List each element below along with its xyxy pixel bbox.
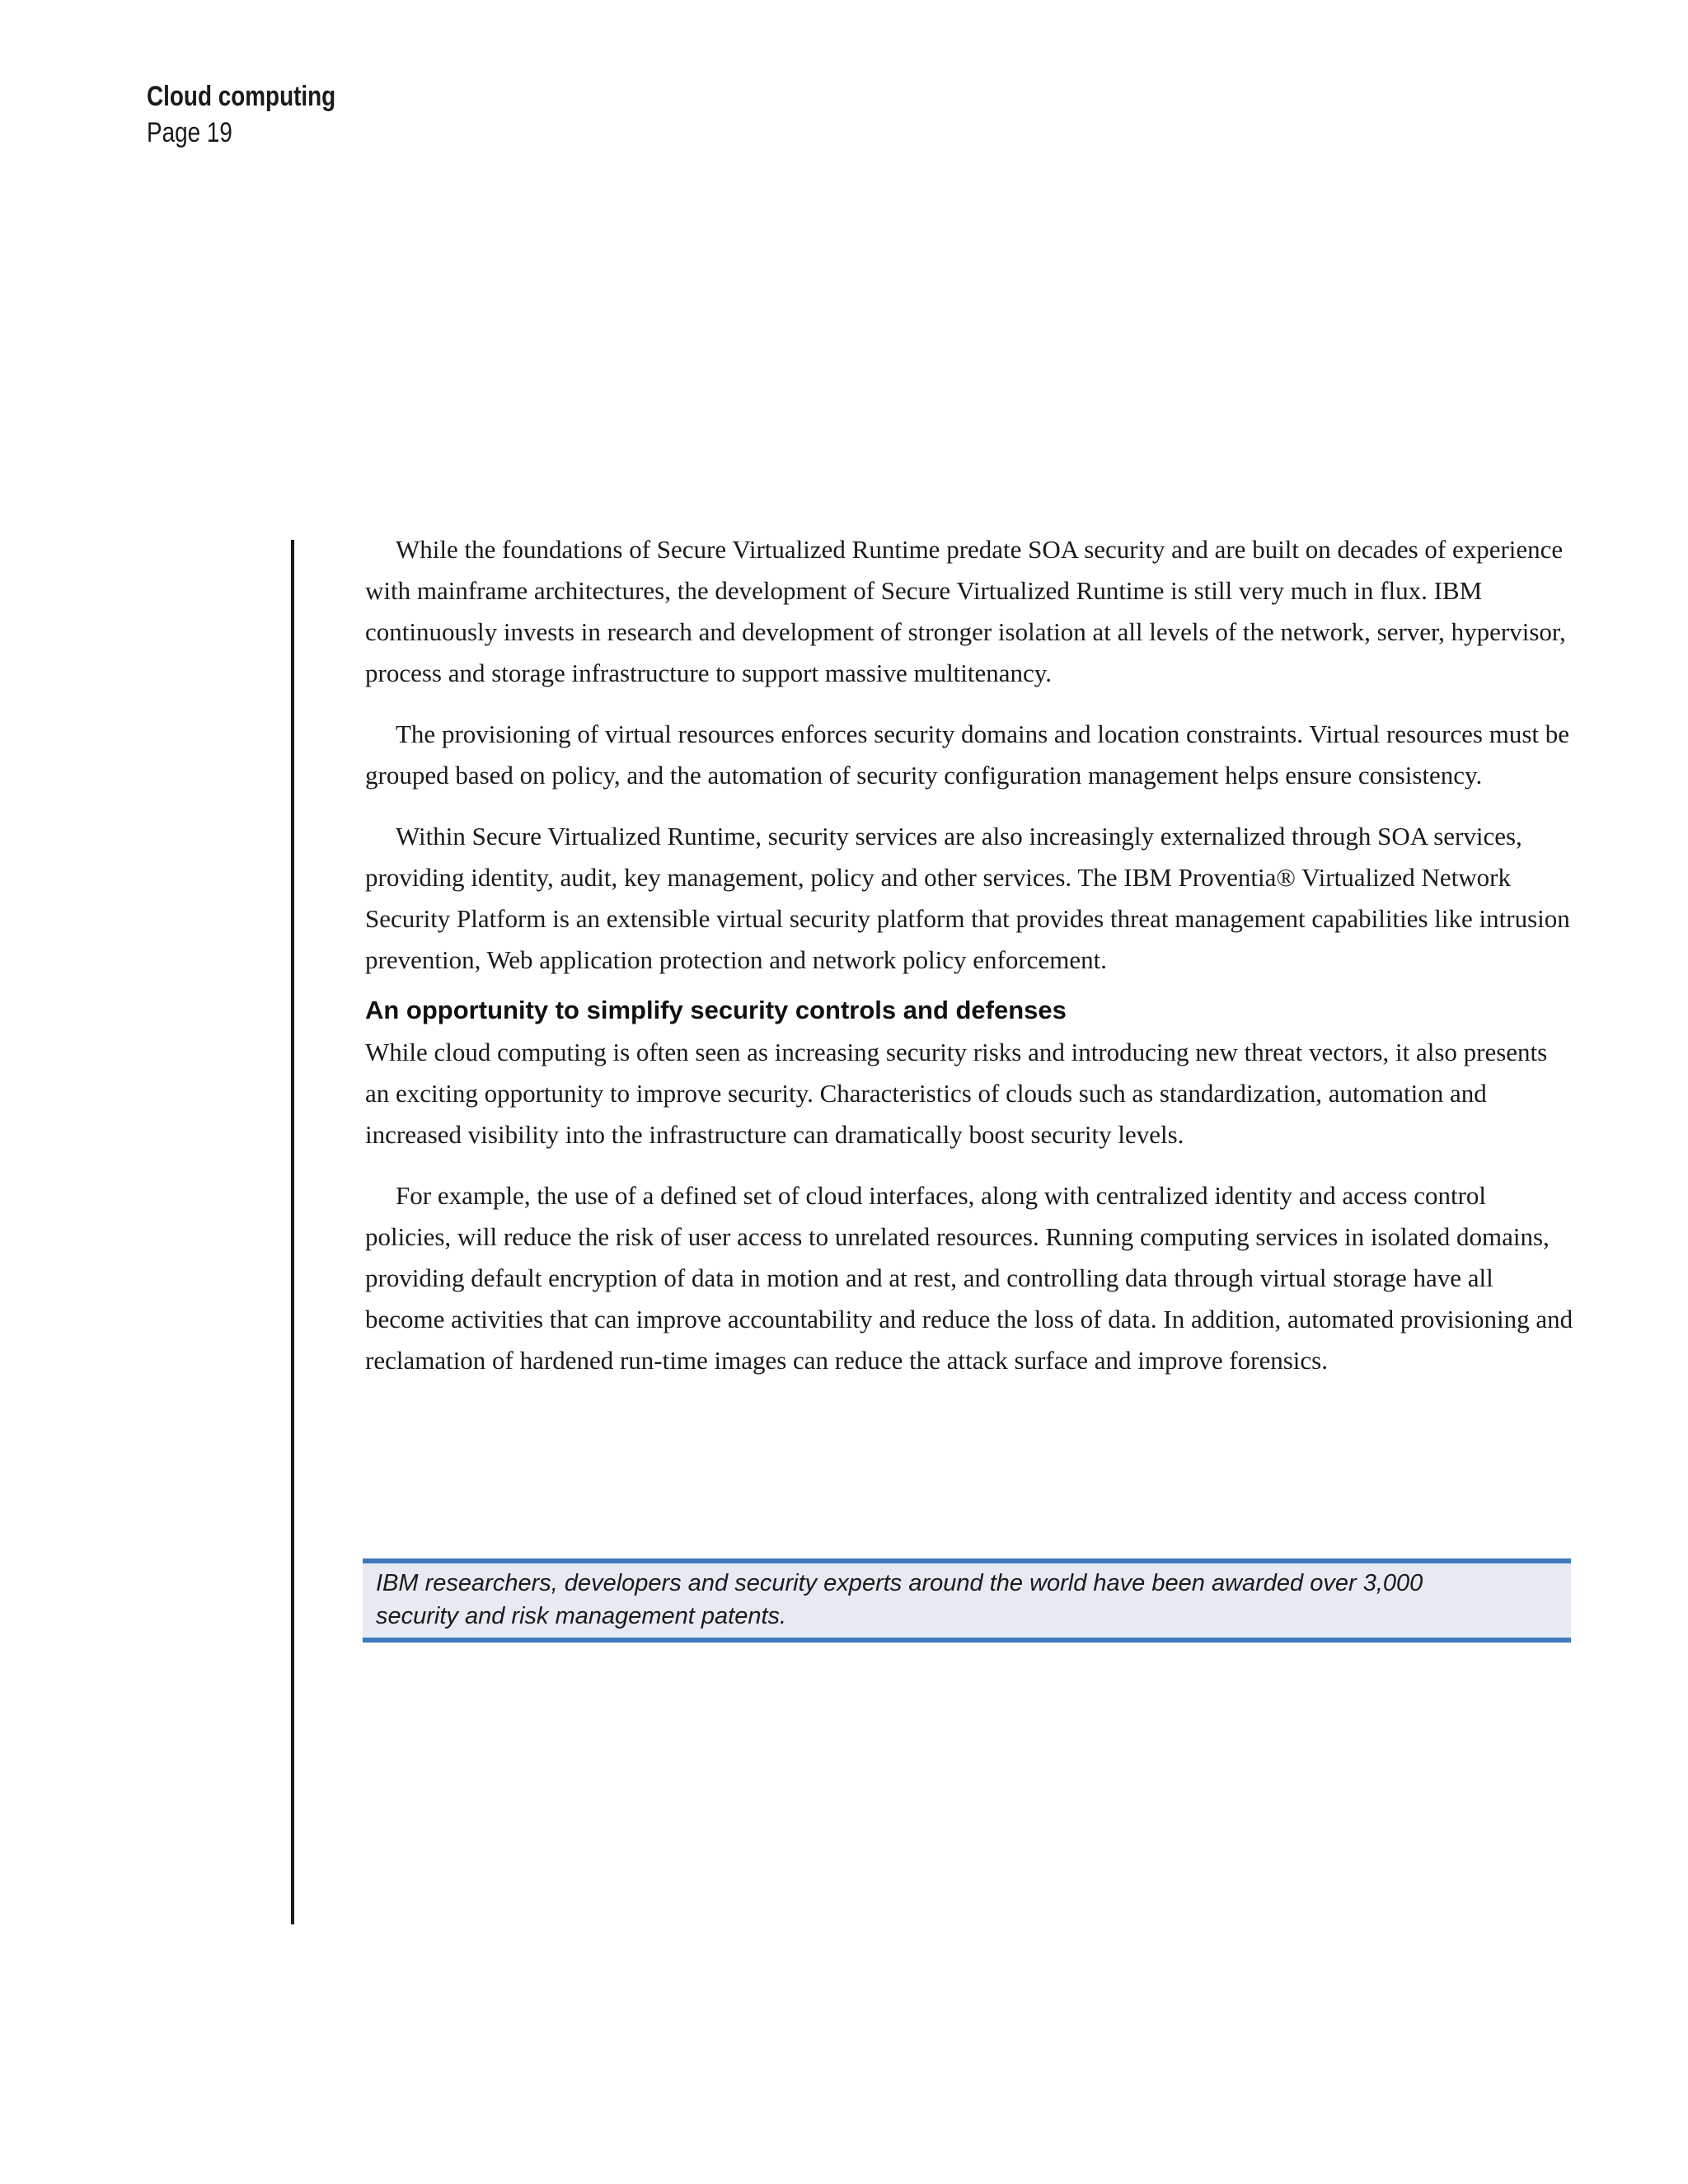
body-paragraph-3: Within Secure Virtualized Runtime, security services are also increasingly externalized through SOA services, providing identity, audit, key management, policy and other services. The IBM Proventia® Virtualized Network Security Platform is an extensible virtual security platform that provides threat management capabilities like intrusion prevention, Web application protection and network policy enforcement. bbox=[365, 822, 1570, 974]
body-paragraph-2: The provisioning of virtual resources enforces security domains and location constraints. Virtual resources must be grouped based on policy, and the automation of security configuration management helps ensure consistency. bbox=[365, 719, 1570, 790]
vertical-divider bbox=[291, 540, 294, 1924]
callout-text: IBM researchers, developers and security experts around the world have been awarded over 3,000 security and risk management patents. bbox=[376, 1570, 1423, 1629]
page-header bbox=[147, 79, 377, 152]
section-paragraph-1: While cloud computing is often seen as increasing security risks and introducing new threat vectors, it also presents an exciting opportunity to improve security. Characteristics of clouds such as standardization, automation and increased visibility into the infrastructure can dramatically boost security levels. bbox=[365, 1038, 1548, 1149]
body-paragraph-1: While the foundations of Secure Virtualized Runtime predate SOA security and are built on decades of experience with mainframe architectures, the development of Secure Virtualized Runtime is still very much in flux. IBM continuously invests in research and development of stronger isolation at all levels of the network, server, hypervisor, process and storage infrastructure to support massive multitenancy. bbox=[365, 535, 1566, 687]
page-number: Page 19 bbox=[147, 117, 232, 148]
callout-box bbox=[363, 1558, 1571, 1643]
document-title: Cloud computing bbox=[147, 81, 336, 112]
section-paragraph-2: For example, the use of a defined set of cloud interfaces, along with centralized identity and access control policies, will reduce the risk of user access to unrelated resources. Running computing services in isolated domains, providing default encryption of data in motion and at rest, and controlling data through virtual storage have all become activities that can improve accountability and reduce the loss of data. In addition, automated provisioning and reclamation of hardened run-time images can reduce the attack surface and improve forensics. bbox=[365, 1181, 1573, 1375]
section-heading: An opportunity to simplify security controls and defenses bbox=[365, 996, 1067, 1024]
body-text-column bbox=[365, 529, 1577, 1401]
